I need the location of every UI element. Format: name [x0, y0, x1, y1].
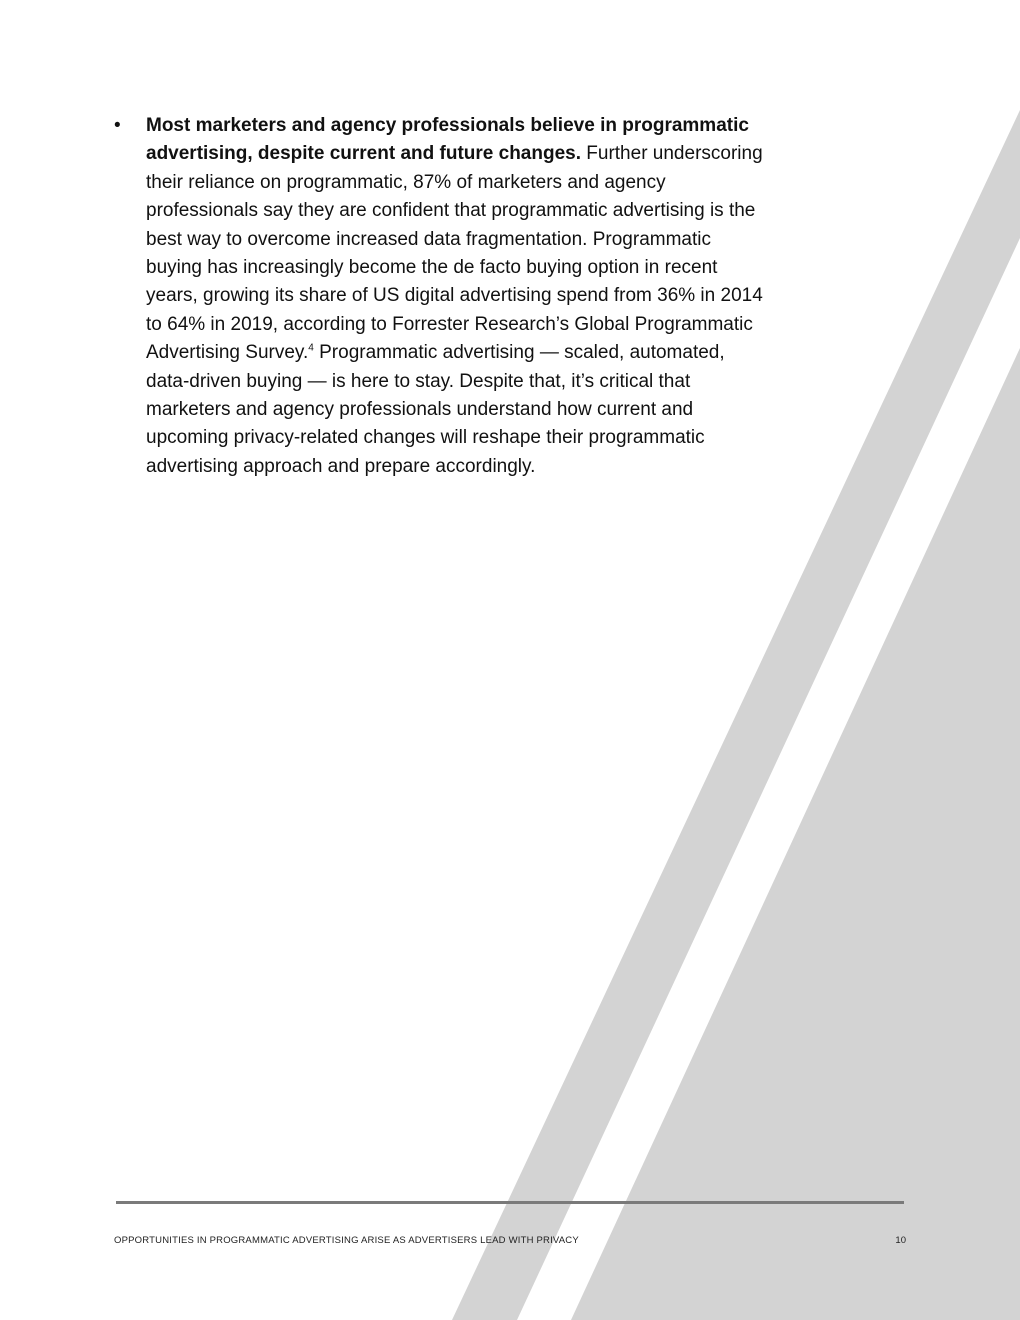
bullet-heading: Most marketers and agency professionals believe in programmatic advertising, despite current and future changes. — [146, 115, 749, 165]
bullet-marker: • — [114, 115, 121, 136]
bullet-item — [114, 112, 764, 481]
bullet-paragraph — [146, 112, 764, 481]
bullet-text-part1: Further underscoring their reliance on programmatic, 87% of marketers and agency professionals say they are confident that programmatic advertising is the best way to overcome increased data fragmentation. Programmatic buying has increasingly become the de facto buying option in recent years, growing its share of US digital advertising spend from 36% in 2014 to 64% in 2019, according to Forrester Research’s Global Programmatic Advertising Survey. — [146, 143, 763, 364]
bullet-text-part2: Programmatic advertising — scaled, automated, data-driven buying — is here to stay. Despite that, it’s critical that marketers and agency professionals understand how current and upcoming privacy-related changes will reshape their programmatic advertising approach and prepare accordingly. — [146, 342, 725, 477]
main-content — [114, 112, 764, 481]
page-number: 10 — [895, 1235, 906, 1246]
footer-divider — [116, 1201, 904, 1204]
diagonal-stripe-right — [571, 348, 1020, 1320]
footnote-reference: 4 — [308, 342, 314, 354]
footer-title: OPPORTUNITIES IN PROGRAMMATIC ADVERTISING ARISE AS ADVERTISERS LEAD WITH PRIVACY — [114, 1235, 579, 1246]
